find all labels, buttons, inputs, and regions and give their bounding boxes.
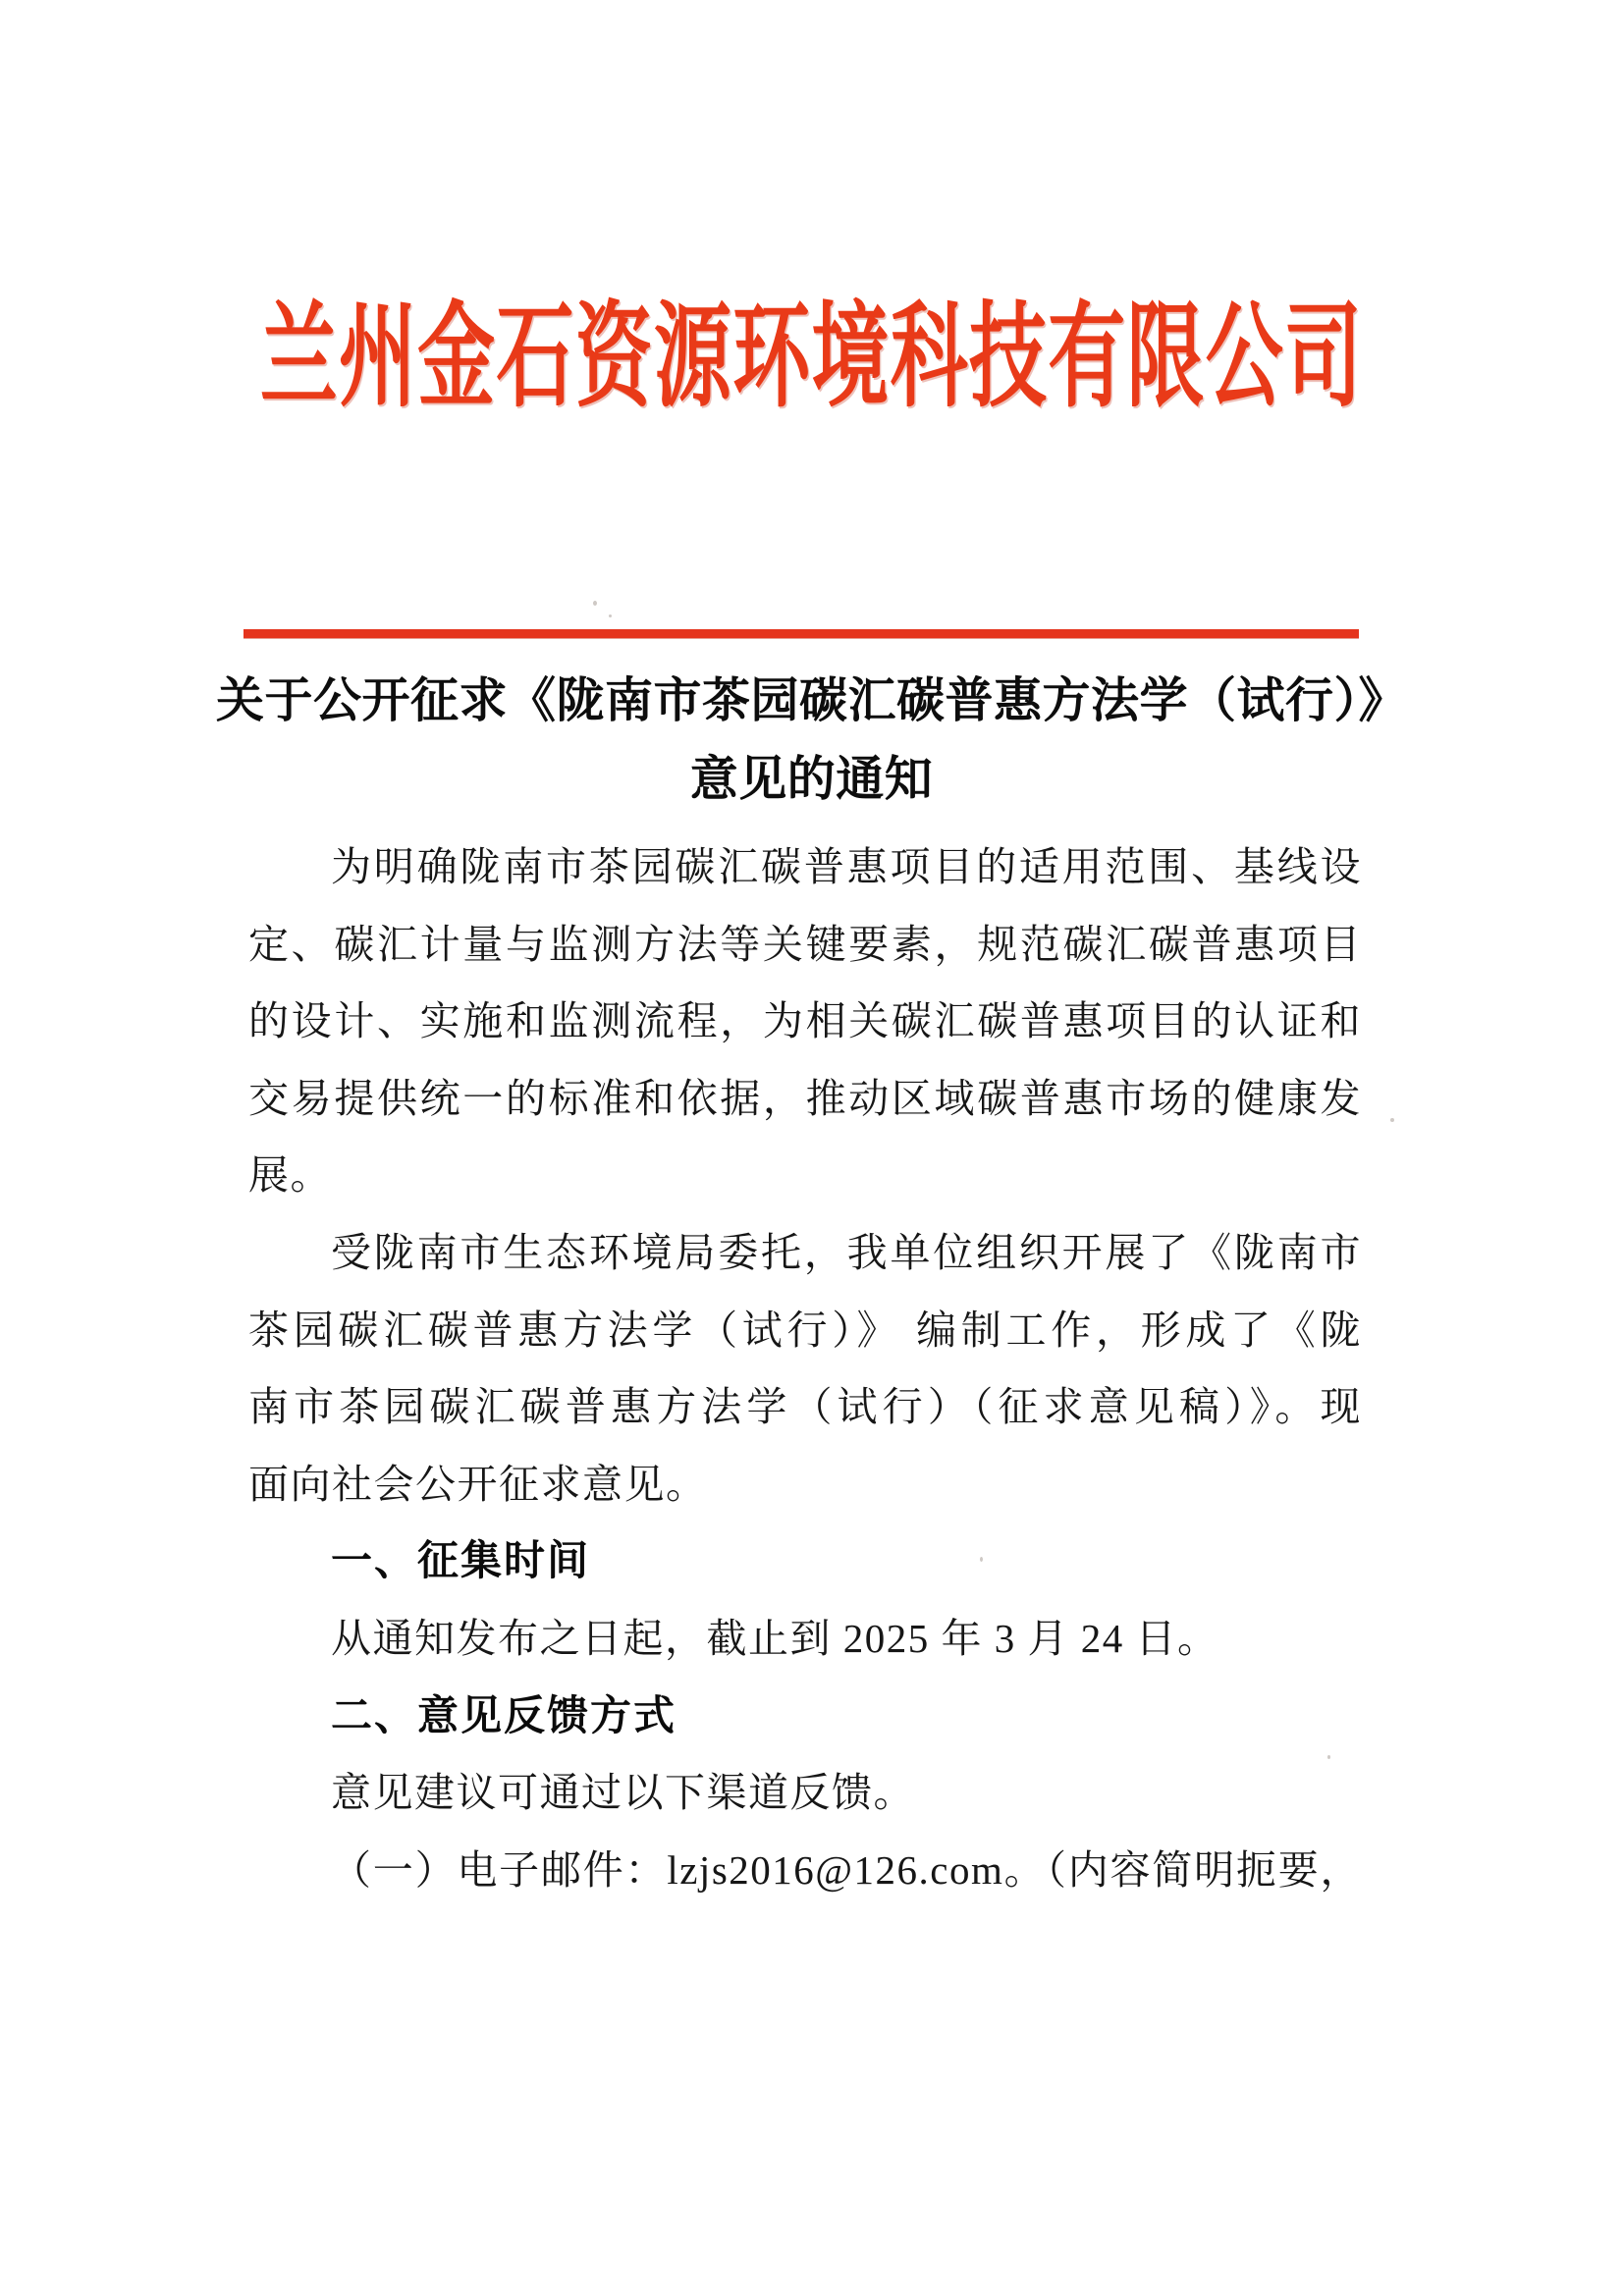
body-line-email: （一）电子邮件：lzjs2016@126.com。（内容简明扼要， <box>331 1846 1362 1893</box>
body-line: 南市茶园碳汇碳普惠方法学（试行）（征求意见稿）》。现 <box>248 1384 1362 1430</box>
body-line: 的设计、实施和监测流程，为相关碳汇碳普惠项目的认证和 <box>248 998 1362 1044</box>
body-line: 定、碳汇计量与监测方法等关键要素，规范碳汇碳普惠项目 <box>248 921 1362 967</box>
section-heading-collection-time: 一、征集时间 <box>331 1537 591 1584</box>
body-line: 交易提供统一的标准和依据，推动区域碳普惠市场的健康发 <box>248 1075 1362 1121</box>
body-line: 面向社会公开征求意见。 <box>248 1461 708 1507</box>
body-line: 意见建议可通过以下渠道反馈。 <box>331 1770 915 1816</box>
document-title-line1: 关于公开征求《陇南市茶园碳汇碳普惠方法学（试行）》 <box>215 673 1407 727</box>
company-letterhead: 兰州金石资源环境科技有限公司 <box>259 290 1364 423</box>
document-body <box>248 828 1362 1908</box>
document-title-line2: 意见的通知 <box>689 752 934 806</box>
section-heading-feedback-method: 二、意见反馈方式 <box>331 1691 677 1738</box>
body-line: 受陇南市生态环境局委托，我单位组织开展了《陇南市 <box>331 1229 1362 1275</box>
body-line: 为明确陇南市茶园碳汇碳普惠项目的适用范围、基线设 <box>331 844 1362 889</box>
letterhead-divider-line <box>243 629 1359 638</box>
scan-speck <box>1327 1755 1330 1759</box>
scan-speck <box>609 614 612 617</box>
scan-speck <box>980 1557 983 1562</box>
document-title <box>118 662 1505 819</box>
scan-speck <box>1390 1118 1394 1122</box>
scan-speck <box>593 601 597 606</box>
body-line: 展。 <box>248 1152 332 1199</box>
body-line: 茶园碳汇碳普惠方法学（试行）》 编制工作，形成了《陇 <box>248 1307 1362 1353</box>
body-line-deadline: 从通知发布之日起，截止到 2025 年 3 月 24 日。 <box>331 1615 1219 1661</box>
